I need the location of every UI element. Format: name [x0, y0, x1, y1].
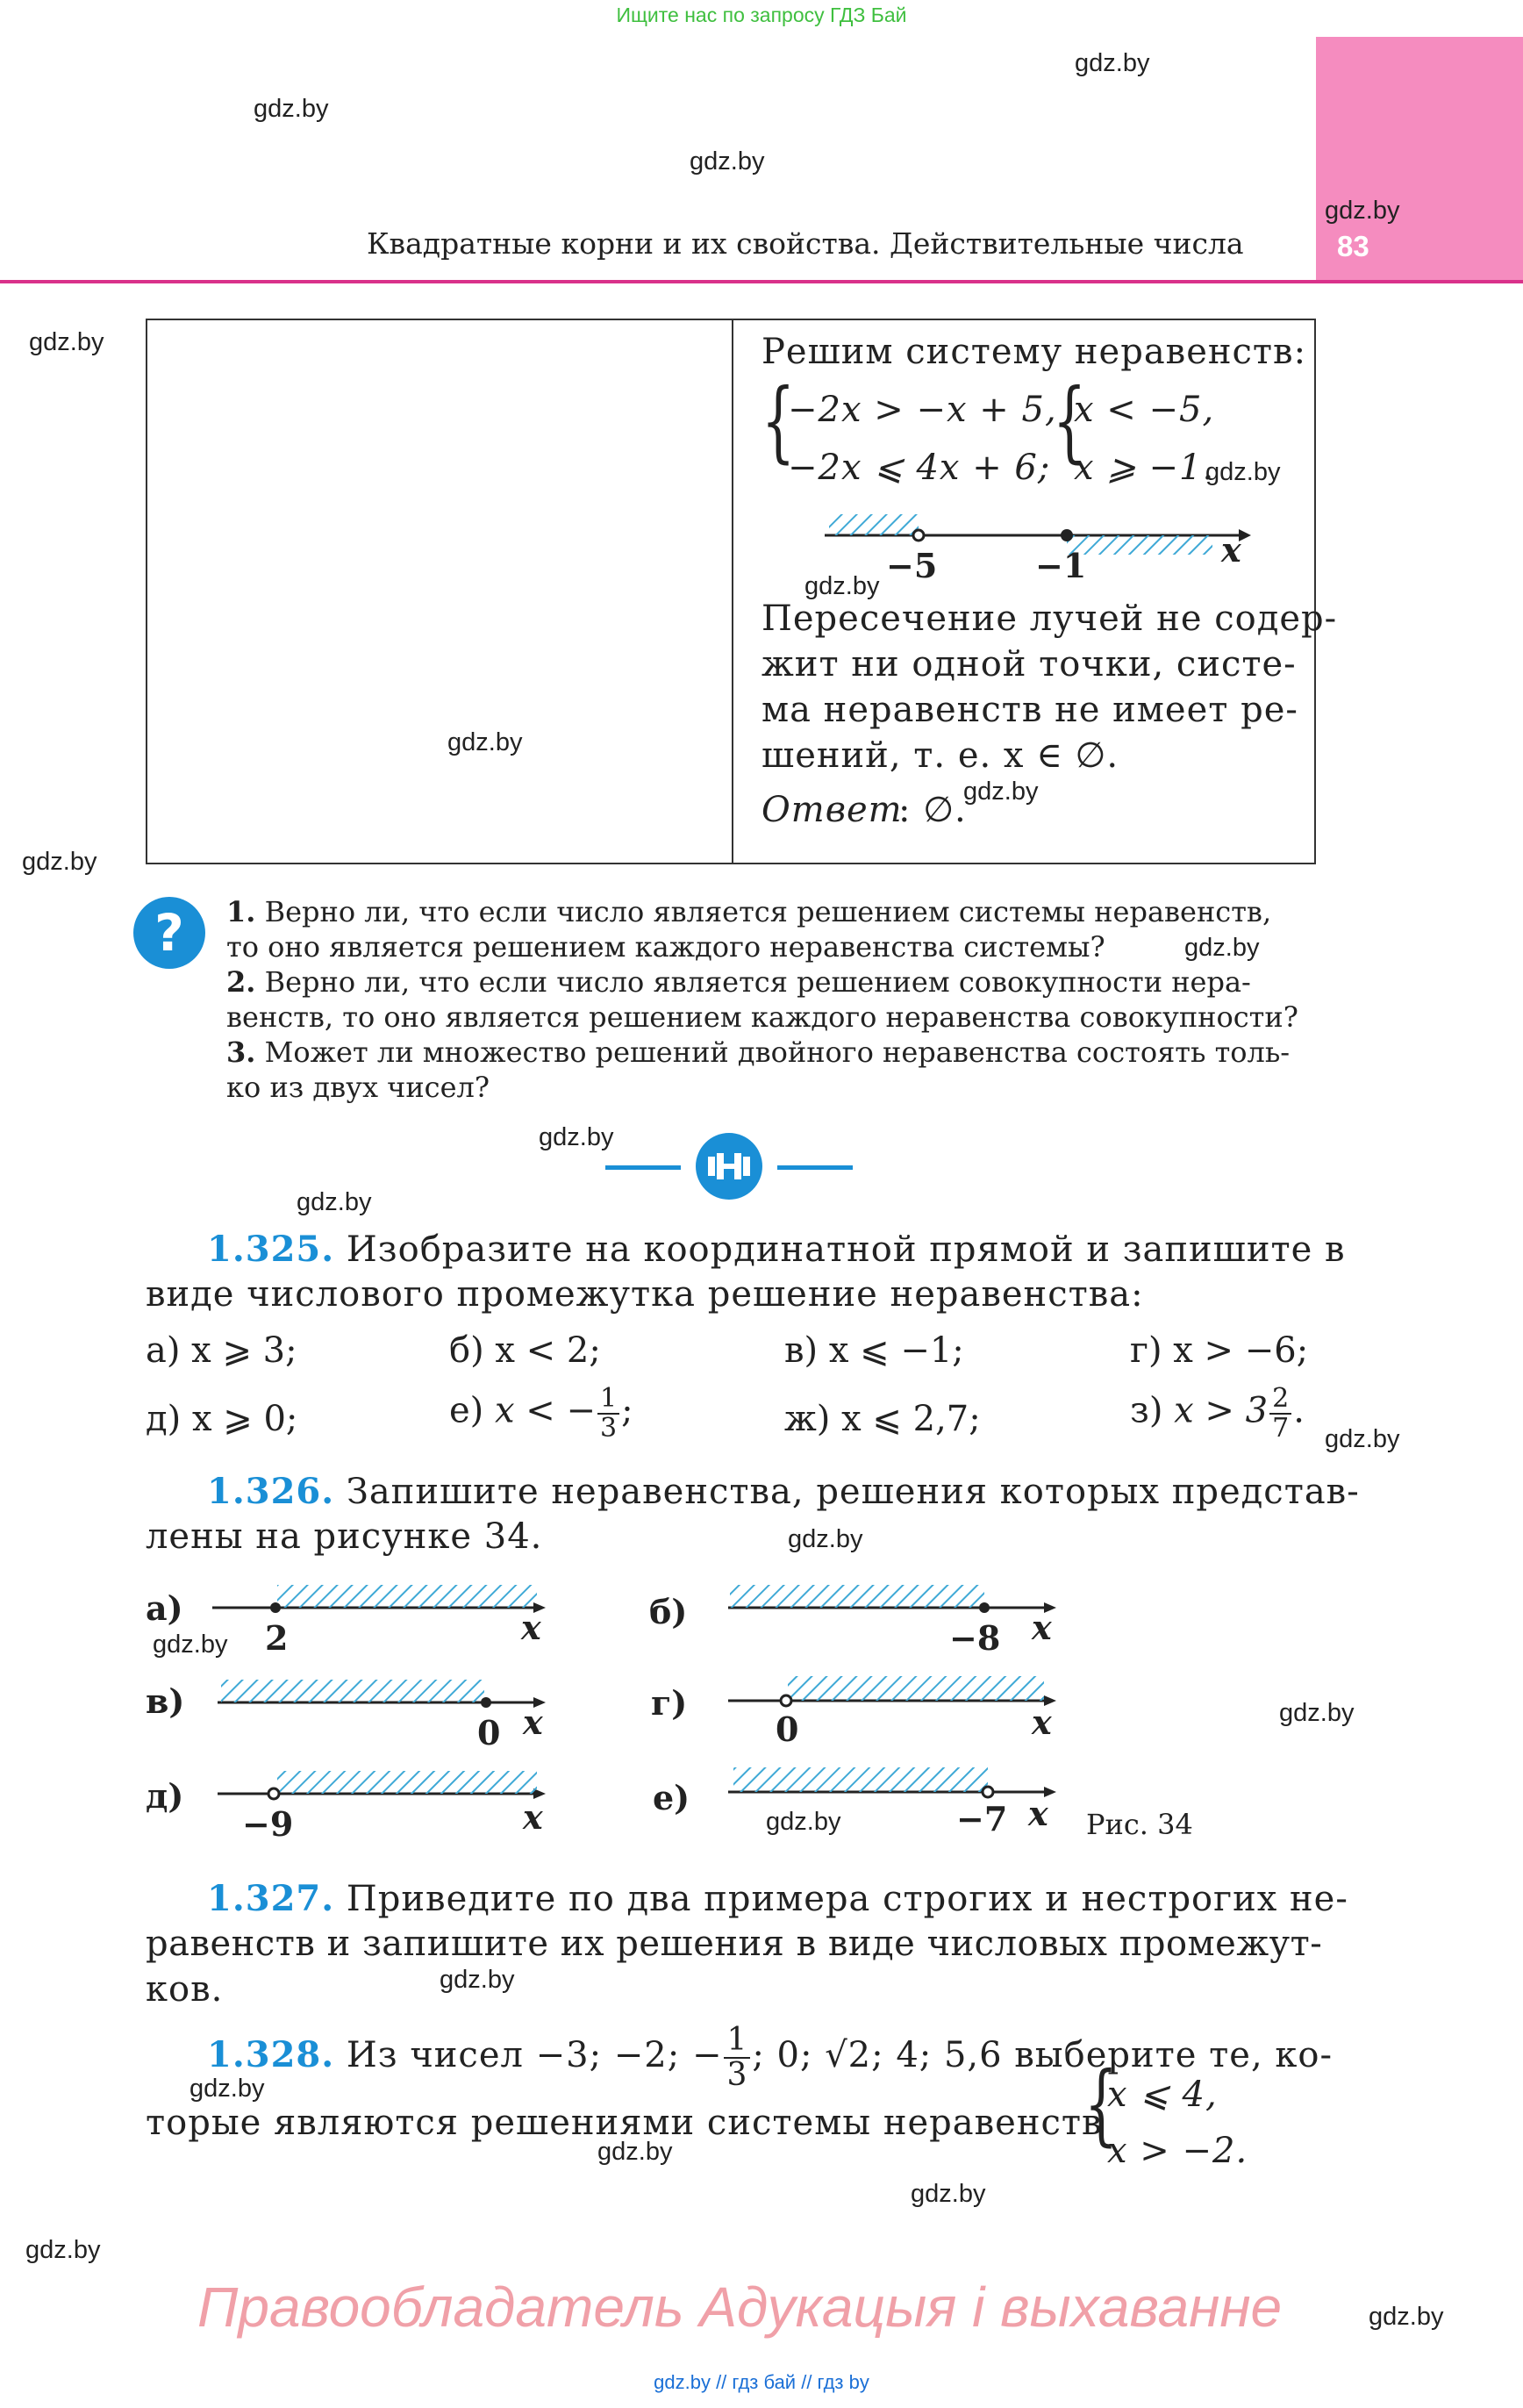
figure-label-v: в) — [146, 1681, 185, 1721]
watermark: gdz.by — [1325, 1425, 1400, 1453]
axis-var: x — [523, 1702, 543, 1742]
problem-1327-line3: ков. — [146, 1969, 224, 2010]
example-intro: Решим систему неравенств: — [762, 332, 1307, 372]
option-e: е) x < − $\frac{1}{3}$ ; — [449, 1383, 633, 1444]
watermark: gdz.by — [788, 1525, 863, 1553]
watermark: gdz.by — [297, 1188, 372, 1216]
watermark: gdz.by — [597, 2138, 673, 2166]
watermark: gdz.by — [539, 1123, 614, 1151]
problem-1327-line2: равенств и запишите их решения в виде числовых промежут- — [146, 1924, 1323, 1964]
figure-label-d: д) — [146, 1776, 184, 1816]
question-icon: ? — [133, 897, 205, 969]
watermark: gdz.by — [29, 328, 104, 356]
figure-point-b: −8 — [949, 1618, 1001, 1658]
option-b: б) x < 2; — [449, 1330, 601, 1371]
conclusion-line: Пересечение лучей не содер- — [762, 598, 1338, 639]
answer-label: Ответ — [762, 790, 903, 830]
system1-line1: −2x > −x + 5, — [788, 390, 1057, 430]
watermark: gdz.by — [254, 95, 329, 123]
axis-var: x — [521, 1608, 541, 1647]
problem-1326-line1: 1.326. Запишите неравенства, решения которых представ- — [207, 1471, 1360, 1512]
running-title: Квадратные корни и их свойства. Действительные числа — [367, 226, 1244, 261]
system-brace: { — [1053, 369, 1087, 472]
figure-point-e: −7 — [956, 1799, 1008, 1838]
watermark: gdz.by — [1369, 2303, 1444, 2331]
watermark: gdz.by — [1325, 197, 1400, 225]
watermark: gdz.by — [153, 1630, 228, 1659]
axis-var: x — [1032, 1608, 1052, 1647]
problem-1326-line2: лены на рисунке 34. — [146, 1516, 543, 1557]
system2-line1: x < −5, — [1074, 390, 1215, 430]
watermark: gdz.by — [1205, 458, 1281, 486]
watermark: gdz.by — [690, 147, 765, 176]
option-zh: ж) x ⩽ 2,7; — [784, 1399, 981, 1439]
problem-1328-line2: торые являются решениями системы неравенств — [146, 2103, 1103, 2143]
question-2-cont: венств, то оно является решением каждого неравенства совокупности? — [226, 1000, 1298, 1034]
axis-var: x — [1032, 1702, 1052, 1742]
figure-point-d: −9 — [242, 1804, 294, 1844]
figure-point-v: 0 — [477, 1713, 501, 1752]
problem-1325-line1: 1.325. Изобразите на координатной прямой и запишите в — [207, 1229, 1346, 1270]
option-d: д) x ⩾ 0; — [146, 1399, 298, 1439]
watermark: gdz.by — [1279, 1699, 1355, 1727]
problem-1327-line1: 1.327. Приведите по два примера строгих и нестрогих не- — [207, 1878, 1348, 1919]
option-a: а) x ⩾ 3; — [146, 1330, 297, 1371]
system2-line2: x ⩾ −1. — [1074, 448, 1215, 488]
axis-label-minus1: −1 — [1035, 546, 1087, 585]
watermark: gdz.by — [766, 1808, 841, 1836]
watermark: gdz.by — [911, 2180, 986, 2208]
page-number: 83 — [1337, 230, 1369, 262]
system-brace: { — [762, 369, 796, 472]
watermark: gdz.by — [963, 778, 1039, 806]
system1-line2: −2x ⩽ 4x + 6; — [788, 448, 1051, 488]
conclusion-line: ма неравенств не имеет ре- — [762, 690, 1298, 730]
top-banner[interactable]: Ищите нас по запросу ГДЗ Бай — [616, 4, 907, 26]
watermark: gdz.by — [25, 2236, 101, 2264]
question-1: 1. Верно ли, что если число является решением системы неравенств, — [226, 895, 1272, 928]
conclusion-line: шений, т. е. x ∈ ∅. — [762, 735, 1119, 776]
option-v: в) x ⩽ −1; — [784, 1330, 964, 1371]
option-z: з) x > 3 $\frac{2}{7}$ . — [1130, 1383, 1305, 1444]
question-1-cont: то оно является решением каждого неравенства системы? — [226, 930, 1105, 964]
figure-point-a: 2 — [265, 1618, 289, 1658]
watermark: gdz.by — [440, 1966, 515, 1994]
figure-point-g: 0 — [776, 1709, 799, 1749]
axis-var: x — [1028, 1794, 1048, 1833]
watermark: gdz.by — [22, 848, 97, 876]
watermark: gdz.by — [189, 2075, 265, 2103]
problem-1325-line2: виде числового промежутка решение неравенства: — [146, 1274, 1144, 1315]
system-line1: x ⩽ 4, — [1107, 2075, 1218, 2115]
footer-links[interactable]: gdz.by // гдз бай // гдз by — [654, 2371, 869, 2393]
figure-label-g: г) — [651, 1683, 688, 1723]
watermark: gdz.by — [1075, 49, 1150, 77]
watermark: gdz.by — [447, 728, 523, 756]
axis-var: x — [1221, 530, 1241, 570]
axis-var: x — [523, 1797, 543, 1837]
copyright-notice: Правообладатель Адукацыя і выхаванне — [197, 2275, 1283, 2339]
system-line2: x > −2. — [1107, 2131, 1248, 2171]
watermark: gdz.by — [804, 572, 880, 600]
figure-label-e: е) — [653, 1778, 690, 1817]
figure-caption: Рис. 34 — [1086, 1808, 1193, 1841]
watermark: gdz.by — [1184, 934, 1260, 962]
question-3: 3. Может ли множество решений двойного неравенства состоять толь- — [226, 1036, 1291, 1069]
answer-value: : ∅. — [898, 790, 967, 830]
question-3-cont: ко из двух чисел? — [226, 1071, 490, 1104]
system-brace: { — [1084, 2053, 1119, 2155]
figure-label-b: б) — [649, 1592, 688, 1631]
conclusion-line: жит ни одной точки, систе- — [762, 644, 1297, 684]
question-2: 2. Верно ли, что если число является решением совокупности нера- — [226, 965, 1251, 999]
figure-label-a: а) — [146, 1588, 183, 1628]
problem-1328-line1: 1.328. Из чисел −3; −2; − $\frac{1}{3}$ ; 0; √2; 4; 5,6 выберите те, ко- — [207, 2022, 1334, 2093]
axis-label-minus5: −5 — [886, 546, 938, 585]
option-g: г) x > −6; — [1130, 1330, 1309, 1371]
